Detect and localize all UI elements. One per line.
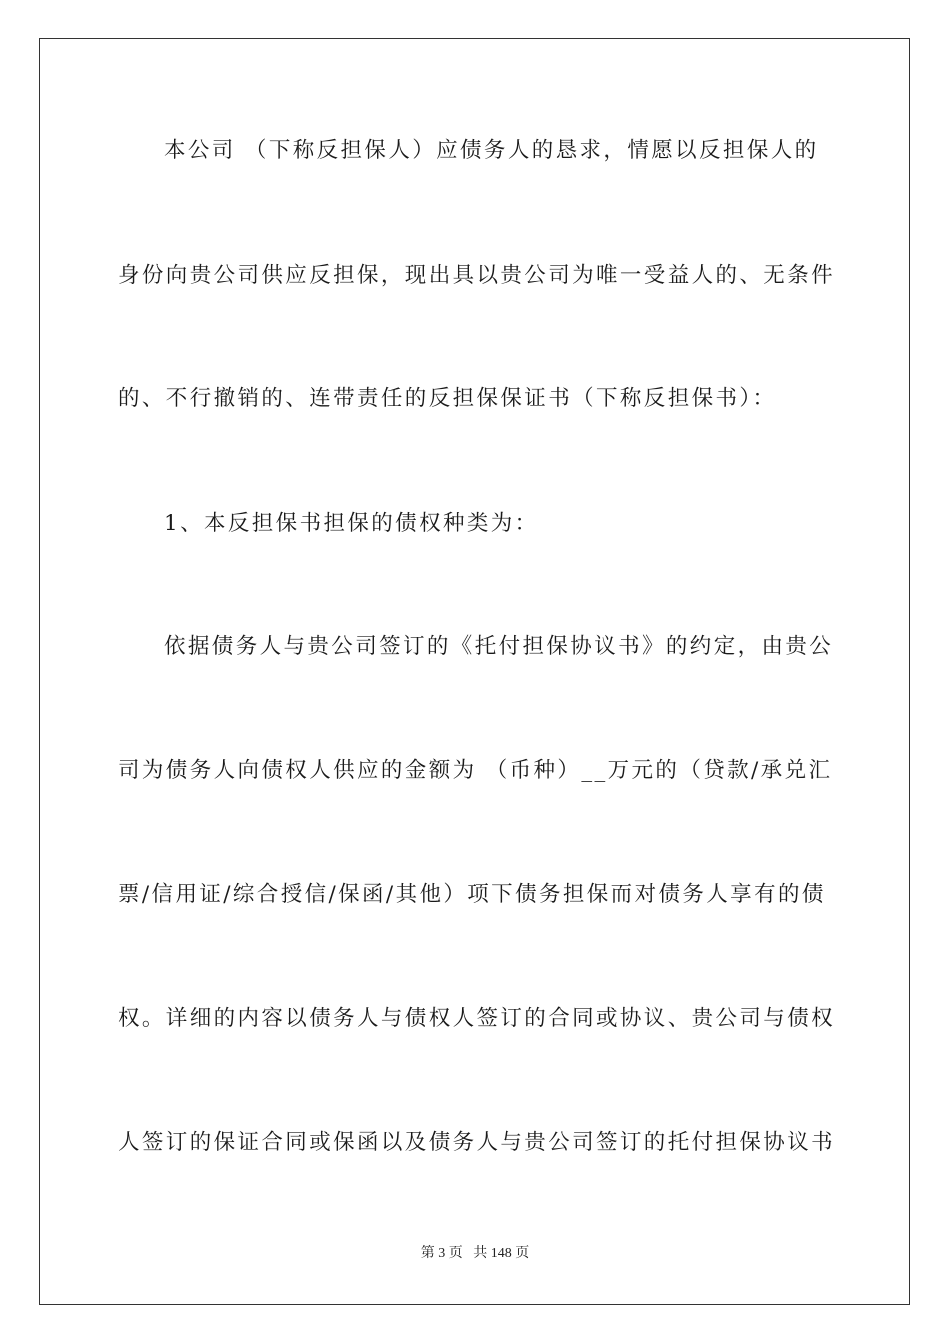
paragraph-line-7: 票/信用证/综合授信/保函/其他）项下债务担保而对债务人享有的债 — [118, 882, 826, 907]
paragraph-line-3: 的、不行撤销的、连带责任的反担保保证书（下称反担保书）： — [118, 386, 777, 411]
paragraph-line-8: 权。详细的内容以债务人与债权人签订的合同或协议、贵公司与债权 — [118, 1006, 836, 1031]
section-heading-1: 1、本反担保书担保的债权种类为： — [164, 511, 539, 536]
paragraph-line-1: 本公司 （下称反担保人）应债务人的恳求，情愿以反担保人的 — [164, 138, 819, 163]
page-number-label: 第 3 页 共 148 页 — [420, 1246, 530, 1261]
paragraph-line-2: 身份向贵公司供应反担保，现出具以贵公司为唯一受益人的、无条件 — [118, 263, 836, 288]
page-footer — [0, 1245, 950, 1263]
page-border — [39, 38, 910, 1305]
paragraph-line-9: 人签订的保证合同或保函以及债务人与贵公司签订的托付担保协议书 — [118, 1130, 836, 1155]
paragraph-line-6: 司为债务人向债权人供应的金额为 （币种）__万元的（贷款/承兑汇 — [118, 758, 833, 783]
paragraph-line-5: 依据债务人与贵公司签订的《托付担保协议书》的约定，由贵公 — [164, 634, 834, 659]
